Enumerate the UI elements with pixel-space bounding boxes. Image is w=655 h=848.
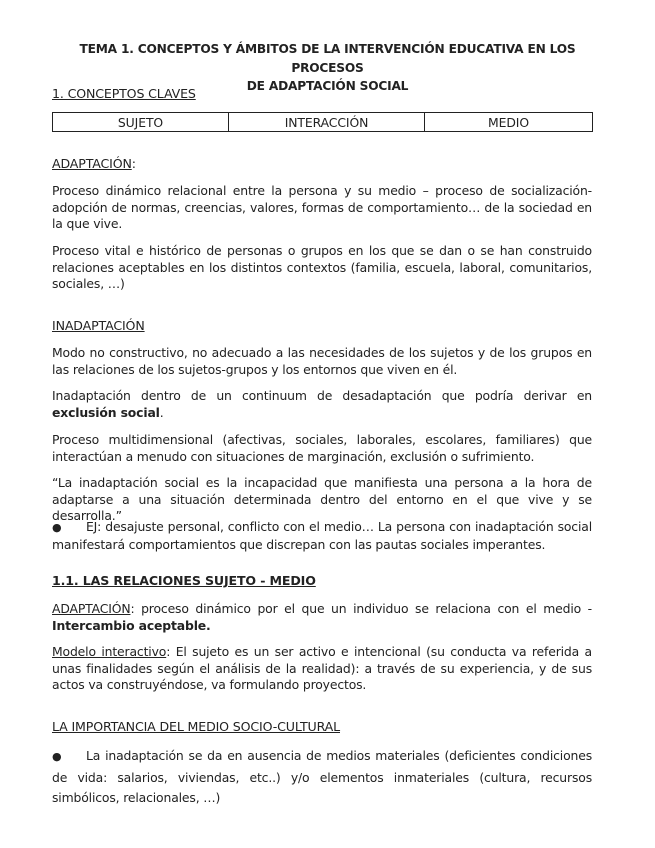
relaciones-adaptacion-label: ADAPTACIÓN <box>52 601 131 616</box>
adaptacion-paragraph-1: Proceso dinámico relacional entre la persona y su medio – proceso de socialización-adopción de normas, creencias, valores, formas de comportamiento… de la sociedad en la que vive. <box>52 183 592 232</box>
inadaptacion-paragraph-1: Modo no constructivo, no adecuado a las necesidades de los sujetos y de los grupos en las relaciones de los sujetos-grupos y los entornos que viven en él. <box>52 345 592 377</box>
title-line-1: TEMA 1. CONCEPTOS Y ÁMBITOS DE LA INTERVENCIÓN EDUCATIVA EN LOS PROCESOS <box>79 42 576 75</box>
inadaptacion-heading <box>52 318 592 335</box>
table-cell-medio: MEDIO <box>425 113 593 132</box>
inadaptacion-paragraph-3: Proceso multidimensional (afectivas, sociales, laborales, escolares, familiares) que interactúan a menudo con situaciones de marginación, exclusión o sufrimiento. <box>52 432 592 464</box>
medio-heading-text: LA IMPORTANCIA DEL MEDIO SOCIO-CULTURAL <box>52 719 340 734</box>
modelo-interactivo-label: Modelo interactivo <box>52 644 167 659</box>
inadaptacion-paragraph-2 <box>52 388 592 421</box>
modelo-interactivo-text: : El sujeto es un ser activo e intencional (su conducta va referida a unas finalidades según el análisis de la realidad): a través de su experiencia, y de sus actos va construyéndose, va formulando proyectos. <box>52 644 593 693</box>
medio-bullet <box>52 746 592 809</box>
concepts-heading-text: 1. CONCEPTOS CLAVES <box>52 86 196 101</box>
adaptacion-heading <box>52 156 592 173</box>
table-cell-interaccion: INTERACCIÓN <box>229 113 425 132</box>
adaptacion-heading-text: ADAPTACIÓN <box>52 156 132 171</box>
modelo-interactivo-paragraph <box>52 644 592 694</box>
relaciones-heading <box>52 573 592 590</box>
exclusion-social-bold: exclusión social <box>52 404 160 420</box>
key-concepts-table <box>52 112 593 132</box>
medio-heading <box>52 719 592 736</box>
inadaptacion-quote: “La inadaptación social es la incapacidad que manifiesta una persona a la hora de adaptarse a una situación determinada dentro del entorno en el que vive y se desarrolla.” <box>52 475 592 524</box>
table-row <box>53 113 593 132</box>
bullet-icon: ● <box>52 521 62 534</box>
adaptacion-paragraph-2: Proceso vital e histórico de personas o grupos en los que se dan o se han construido relaciones aceptables en los distintos contextos (familia, escuela, laboral, comunitarios, sociales, …) <box>52 243 592 292</box>
relaciones-heading-text: 1.1. LAS RELACIONES SUJETO - MEDIO <box>52 573 316 588</box>
relaciones-adaptacion-paragraph <box>52 601 592 634</box>
table-cell-sujeto: SUJETO <box>53 113 229 132</box>
intercambio-aceptable-bold: Intercambio aceptable. <box>52 617 211 633</box>
concepts-heading <box>52 86 592 103</box>
inadaptacion-paragraph-2-end: . <box>159 404 164 420</box>
inadaptacion-paragraph-2-text: Inadaptación dentro de un continuum de desadaptación que podría derivar en <box>52 388 592 403</box>
medio-bullet-text: La inadaptación se da en ausencia de medios materiales (deficientes condiciones de vida: salarios, viviendas, etc..) y/o elementos inmateriales (cultura, recursos simbólicos, relacionales, …) <box>52 748 592 805</box>
inadaptacion-bullet <box>52 519 592 553</box>
relaciones-adaptacion-text: : proceso dinámico por el que un individuo se relaciona con el medio - <box>130 601 592 616</box>
inadaptacion-bullet-text: EJ: desajuste personal, conflicto con el medio… La persona con inadaptación social manifestará comportamientos que discrepan con las pautas sociales imperantes. <box>52 519 592 552</box>
title-line-2: DE ADAPTACIÓN SOCIAL <box>246 79 409 93</box>
inadaptacion-heading-text: INADAPTACIÓN <box>52 318 145 333</box>
adaptacion-heading-colon: : <box>131 156 136 171</box>
bullet-icon: ● <box>52 750 62 763</box>
